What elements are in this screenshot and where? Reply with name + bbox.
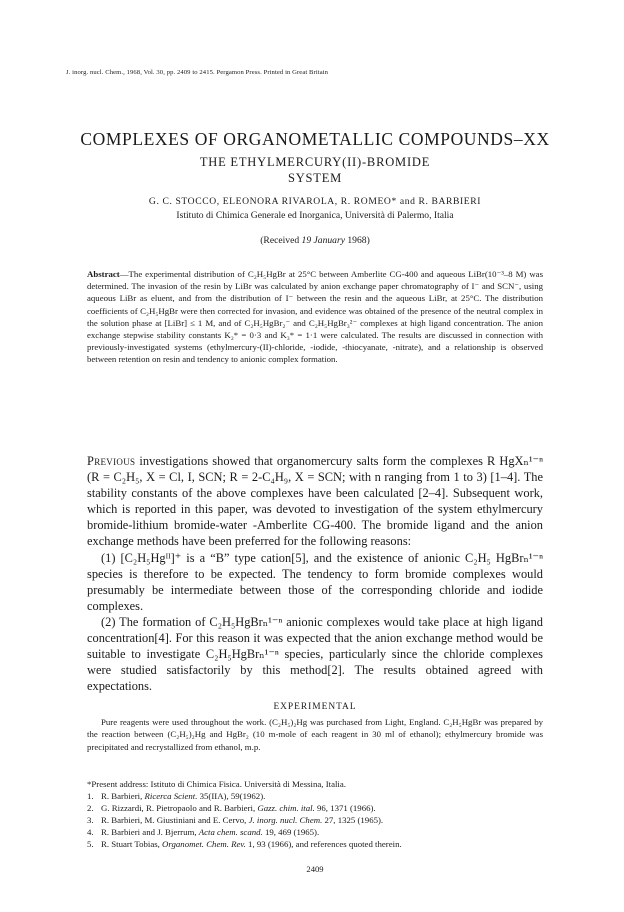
ref-citation: 27, 1325 (1965). xyxy=(322,815,384,826)
footnotes xyxy=(87,778,543,851)
abstract-text: —The experimental distribution of C₂H₅HgBr at 25°C between Amberlite CG-400 and aqueous LiBr(10⁻³–8 M) was determined. The invasion of the resin by LiBr was calculated by anion exchange paper chromatography of I⁻ and SCN⁻, using aqueous LiBr as eluent, and from the distribution of I⁻ between the resin and the aqueous LiBr, at 25°C. The distribution coefficients of C₂H₅HgBr were then corrected for invasion, and evidence was obtained of the presence of the neutral complex in the solution phase at [LiBr] ≤ 1 M, and of C₂H₅HgBr₂⁻ and C₂H₅HgBr₃²⁻ complexes at high ligand concentration. The anion exchange stepwise stability constants K₂* = 0·3 and K₃* = 1·1 were calculated. The results are discussed in connection with previously-investigated systems (ethylmercury-(II)-chloride, -iodide, -thiocyanate, -nitrate), and a relationship is observed between retention on resin and tendency to anionic complex formation. xyxy=(87,269,543,365)
abstract xyxy=(87,268,543,366)
experimental-paragraph: Pure reagents were used throughout the work. (C₂H₅)₂Hg was purchased from Light, England. C₂H₅HgBr was prepared by the reaction between (C₂H₅)₂Hg and HgBr₂ (10 m-mole of each reagent in 30 ml of ethanol); ethylmercury bromide was precipitated and recrystallized from ethanol, m.p. xyxy=(87,717,543,752)
ref-num: 4. xyxy=(87,827,94,838)
ref-authors: R. Barbieri and J. Bjerrum, xyxy=(101,827,199,838)
ref-num: 1. xyxy=(87,791,94,802)
ref-citation: 35(IIA), 59(1962). xyxy=(197,791,266,802)
ref-num: 5. xyxy=(87,839,94,850)
received-date xyxy=(40,235,590,246)
paper-title: COMPLEXES OF ORGANOMETALLIC COMPOUNDS–XX xyxy=(80,129,550,149)
body-paragraph-2: (1) [C₂H₅Hgᴵᴵ]⁺ is a “B” type cation[5], and the existence of anionic C₂H₅ HgBrₙ¹⁻ⁿ species is therefore to be expected. The tendency to form bromide complexes would presumably be intermediate between those of the corresponding chloride and iodide complexes. xyxy=(87,550,543,613)
reference-1 xyxy=(87,790,543,802)
ref-journal: Organomet. Chem. Rev. xyxy=(162,839,246,850)
paper-subtitle-line-2: SYSTEM xyxy=(287,171,343,185)
ref-citation: 19, 469 (1965). xyxy=(262,827,320,838)
reference-5 xyxy=(87,838,543,850)
reference-4 xyxy=(87,826,543,838)
section-heading-experimental: EXPERIMENTAL xyxy=(273,702,357,712)
author-list: G. C. STOCCO, ELEONORA RIVAROLA, R. ROMEO* and R. BARBIERI xyxy=(148,196,482,207)
page-number: 2409 xyxy=(306,864,324,874)
paragraph-1-text: investigations showed that organomercury salts form the complexes R HgXₙ¹⁻ⁿ (R = C₂H₅, X = Cl, I, SCN; R = 2-C₄H₉, X = SCN; with n ranging from 1 to 3) [1–4]. The stability constants of the above complexes have been calculated [2–4]. Subsequent work, which is reported in this paper, was devoted to investigation of the system ethylmercury bromide-lithium bromide-water -Amberlite CG-400. The bromide ligand and the anion exchange methods have been preferred for the following reasons: xyxy=(87,454,543,549)
received-day-month: 19 January xyxy=(301,235,345,246)
paper-subtitle-line-1: THE ETHYLMERCURY(II)-BROMIDE xyxy=(199,155,431,169)
received-label: (Received xyxy=(260,235,300,246)
affiliation: Istituto di Chimica Generale ed Inorganica, Università di Palermo, Italia xyxy=(176,210,454,221)
running-header: J. inorg. nucl. Chem., 1968, Vol. 30, pp. 2409 to 2415. Pergamon Press. Printed in Great Britain xyxy=(66,69,329,76)
ref-num: 3. xyxy=(87,815,94,826)
abstract-label: Abstract xyxy=(87,269,120,279)
address-footnote: *Present address: Istituto di Chimica Fisica. Università di Messina, Italia. xyxy=(87,779,346,789)
body-paragraph-1 xyxy=(87,453,543,550)
ref-authors: R. Barbieri, M. Giustiniani and E. Cervo, xyxy=(101,815,249,826)
received-year: 1968) xyxy=(347,235,370,246)
ref-authors: R. Barbieri, xyxy=(101,791,145,802)
lead-word: Previous xyxy=(87,454,136,468)
ref-journal: Acta chem. scand. xyxy=(198,827,263,838)
reference-3 xyxy=(87,814,543,826)
ref-citation: 1, 93 (1966), and references quoted therein. xyxy=(245,839,402,850)
ref-authors: G. Rizzardi, R. Pietropaolo and R. Barbieri, xyxy=(101,803,258,814)
ref-journal: Gazz. chim. ital. xyxy=(257,803,315,814)
body-paragraph-3: (2) The formation of C₂H₅HgBrₙ¹⁻ⁿ anionic complexes would take place at high ligand concentration[4]. For this reason it was expected that the anion exchange method would be suitable to investigate C₂H₅HgBrₙ¹⁻ⁿ species, particularly since the chloride complexes were studied satisfactorily by this method[2]. The results obtained agreed with expectations. xyxy=(87,614,543,694)
ref-citation: 96, 1371 (1966). xyxy=(314,803,376,814)
ref-journal: J. inorg. nucl. Chem. xyxy=(248,815,323,826)
ref-authors: R. Stuart Tobias, xyxy=(101,839,163,850)
ref-journal: Ricerca Scient. xyxy=(144,791,198,802)
ref-num: 2. xyxy=(87,803,94,814)
reference-2 xyxy=(87,802,543,814)
body-text xyxy=(87,453,543,694)
